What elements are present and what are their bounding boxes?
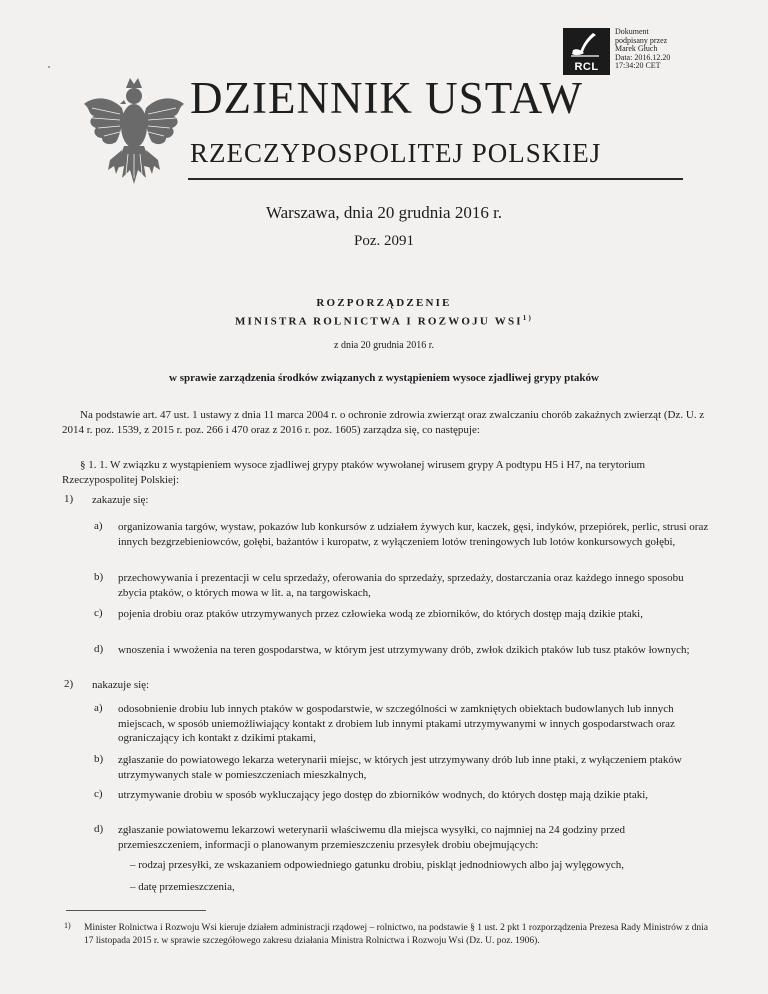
point-heading: nakazuje się: [92,679,150,691]
journal-title: DZIENNIK USTAW [190,73,583,123]
list-item: odosobnienie drobiu lub innych ptaków w gospodarstwie, w szczególności w zamkniętych obiektach budowlanych lub innych miejscach, w sposób uniemożliwiający kontakt z drobiem lub innymi ptakami utrzymywanymi w innych gospodarstwach oraz ograniczający ich kontakt z dzikimi ptakami, [118,703,675,744]
signature-line: Marek Głuch [615,44,658,54]
signature-quill-icon [563,28,610,62]
item-letter: a) [94,702,103,714]
list-item: utrzymywanie drobiu w sposób wykluczający jego dostęp do zbiorników wodnych, do których dostęp mają dzikie ptaki, [118,789,649,801]
rcl-logo [563,28,610,75]
rcl-logo-text: RCL [574,61,599,73]
signature-stamp [563,28,693,76]
point-heading: zakazuje się: [92,494,149,506]
list-item: zgłaszanie do powiatowego lekarza weterynarii miejsc, w których jest utrzymywany drób lub inne ptaki, z wyłączeniem ptaków utrzymywanych stale w pomieszczeniach mieszkalnych, [118,754,682,781]
polish-eagle-emblem [80,74,188,194]
item-letter: c) [94,607,103,619]
header-rule [188,178,683,180]
margin-dot [48,66,50,68]
footnote-mark: 1) [64,921,71,930]
item-letter: a) [94,520,103,532]
item-letter: d) [94,823,104,835]
issue-date: Warszawa, dnia 20 grudnia 2016 r. [265,203,503,222]
dash-item: – datę przemieszczenia, [130,881,235,893]
footnote-ref: 1) [522,314,534,322]
signature-line: Data: 2016.12.20 [615,52,671,62]
item-letter: c) [94,788,103,800]
dash-item: – rodzaj przesyłki, ze wskazaniem odpowiedniego gatunku drobiu, piskląt jednodniowych albo jaj wylęgowych, [130,859,624,871]
legal-basis: Na podstawie art. 47 ust. 1 ustawy z dnia 11 marca 2004 r. o ochronie zdrowia zwierząt oraz zwalczaniu chorób zakaźnych zwierząt (Dz. U. z 2014 r. poz. 1539, z 2015 r. poz. 266 i 470 oraz z 2016 r. poz. 1605) zarządza się, co następuje: [62,409,705,436]
list-item: zgłaszanie powiatowemu lekarzowi weterynarii właściwemu dla miejsca wysyłki, co najmniej na 24 godziny przed przemieszczeniem, informacji o planowanym przemieszczeniu przesyłek drobiu obejmujących: [118,824,626,851]
list-item: wnoszenia i wwożenia na teren gospodarstwa, w którym jest utrzymywany drób, zwłok dzikich ptaków lub tusz ptaków łownych; [118,644,690,656]
point-number: 2) [64,678,74,690]
act-issuer-line [0,314,768,328]
item-letter: b) [94,753,104,765]
item-letter: b) [94,571,104,583]
list-item: przechowywania i prezentacji w celu sprzedaży, oferowania do sprzedaży, sprzedaży, dostarczania oraz każdego innego sposobu zbycia ptaków, o których mowa w lit. a, na targowiskach, [118,572,684,599]
list-item: organizowania targów, wystaw, pokazów lub konkursów z udziałem żywych kur, kaczek, gęsi, indyków, przepiórek, perlic, strusi oraz innych bezgrzebieniowców, gołębi, bażantów i kuropatw, z wyłączeniem lotów treningowych lub lotów konkursowych gołębi, [118,521,709,548]
point-number: 1) [64,493,74,505]
paragraph-1: § 1. 1. W związku z wystąpieniem wysoce zjadliwej grypy ptaków wywołanej wirusem grypy A podtypu H5 i H7, na terytorium Rzeczypospolitej Polskiej: [62,459,646,486]
act-subject: w sprawie zarządzenia środków związanych z wystąpieniem wysoce zjadliwej grypy ptaków [169,372,599,384]
signature-line: 17:34:20 CET [615,61,661,71]
journal-subtitle: RZECZYPOSPOLITEJ POLSKIEJ [190,138,602,168]
item-letter: d) [94,643,104,655]
act-type: ROZPORZĄDZENIE [316,297,452,309]
position-number: Poz. 2091 [354,233,414,249]
act-issuer: MINISTRA ROLNICTWA I ROZWOJU WSI [234,315,523,328]
act-date: z dnia 20 grudnia 2016 r. [334,340,434,351]
list-item: pojenia drobiu oraz ptaków utrzymywanych przez człowieka wodą ze zbiorników, do których dostęp mają dzikie ptaki, [118,608,643,620]
footnote-rule [66,910,206,911]
signature-line: podpisany przez [615,35,668,45]
signature-info [615,28,670,71]
signature-line: Dokument [615,27,649,36]
footnote-text: Minister Rolnictwa i Rozwoju Wsi kieruje działem administracji rządowej – rolnictwo, na podstawie § 1 ust. 2 pkt 1 rozporządzenia Prezesa Rady Ministrów z dnia 17 listopada 2015 r. w sprawie szczegółowego zakresu działania Ministra Rolnictwa i Rozwoju Wsi (Dz. U. poz. 1906). [84,923,709,946]
